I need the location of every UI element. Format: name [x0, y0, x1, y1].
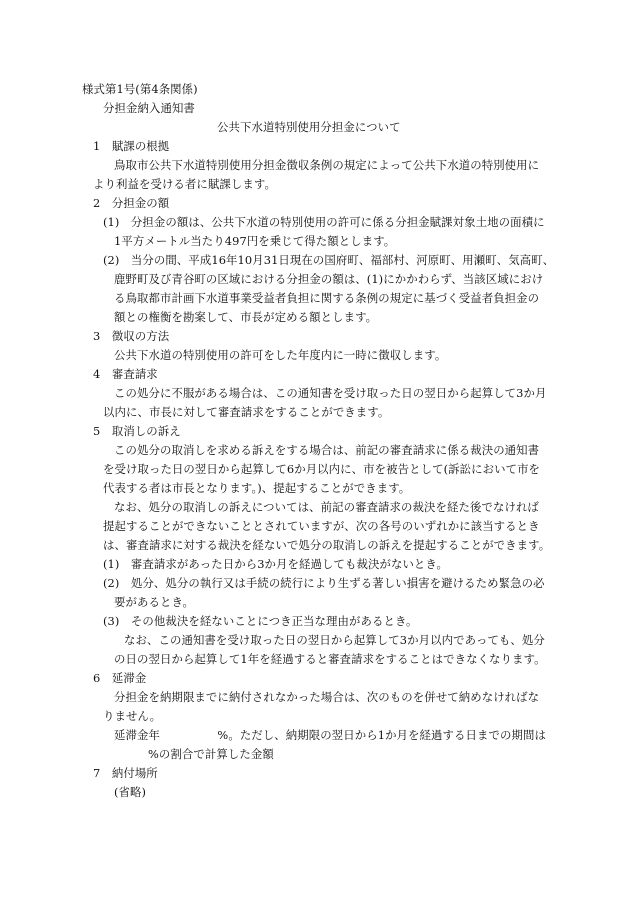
section-2-item-2: 額との権衡を勘案して、市長が定める額とします。: [114, 310, 378, 324]
section-7-heading: 7 納付場所: [93, 766, 158, 780]
section-5-text: 提起することができないこととされていますが、次の各号のいずれかに該当するとき: [103, 519, 540, 533]
section-3-heading: 3 徴収の方法: [93, 329, 170, 343]
form-number: 様式第1号(第4条関係): [82, 82, 198, 96]
section-7-text: (省略): [114, 785, 147, 799]
section-1-text: より利益を受ける者に賦課します。: [93, 177, 276, 191]
section-6-rate: %の割合で計算した金額: [148, 747, 274, 761]
section-1-text: 鳥取市公共下水道特別使用分担金徴収条例の規定によって公共下水道の特別使用に: [114, 158, 540, 172]
section-6-text: 分担金を納期限までに納付されなかった場合は、次のものを併せて納めなければな: [114, 690, 540, 704]
section-4-text: この処分に不服がある場合は、この通知書を受け取った日の翌日から起算して3か月: [114, 386, 547, 400]
section-3-text: 公共下水道の特別使用の許可をした年度内に一時に徴収します。: [114, 348, 447, 362]
document-title: 公共下水道特別使用分担金について: [217, 120, 401, 134]
section-5-text: は、審査請求に対する裁決を経ないで処分の取消しの訴えを提起することができます。: [103, 538, 551, 552]
section-5-item-3: (3) その他裁決を経ないことにつき正当な理由があるとき。: [103, 614, 418, 628]
section-5-text: なお、処分の取消しの訴えについては、前記の審査請求の裁決を経た後でなければ: [114, 500, 539, 514]
section-2-item-2: る鳥取都市計画下水道事業受益者負担に関する条例の規定に基づく受益者負担金の: [114, 291, 540, 305]
section-2-heading: 2 分担金の額: [93, 196, 170, 210]
section-5-text: を受け取った日の翌日から起算して6か月以内に、市を被告として(訴訟において市を: [103, 462, 541, 476]
section-5-note: の日の翌日から起算して1年を経過すると審査請求をすることはできなくなります。: [114, 652, 546, 666]
section-6-text: りません。: [103, 709, 162, 723]
section-5-text: この処分の取消しを求める訴えをする場合は、前記の審査請求に係る裁決の通知書: [114, 443, 540, 457]
section-4-text: 以内に、市長に対して審査請求をすることができます。: [103, 405, 390, 419]
section-6-rate: 延滞金年 %。ただし、納期限の翌日から1か月を経過する日までの期間は: [114, 728, 546, 742]
section-5-item-1: (1) 審査請求があった日から3か月を経過しても裁決がないとき。: [103, 557, 448, 571]
section-6-heading: 6 延滞金: [93, 671, 147, 685]
section-4-heading: 4 審査請求: [93, 367, 158, 381]
section-2-item-2: (2) 当分の間、平成16年10月31日現在の国府町、福部村、河原町、用瀬町、気高町、: [103, 253, 555, 267]
section-5-note: なお、この通知書を受け取った日の翌日から起算して3か月以内であっても、処分: [124, 633, 545, 647]
section-5-item-2: 要があるとき。: [114, 595, 194, 609]
section-2-item-2: 鹿野町及び青谷町の区域における分担金の額は、(1)にかかわらず、当該区域におけ: [114, 272, 544, 286]
section-1-heading: 1 賦課の根拠: [93, 139, 170, 153]
section-5-text: 代表する者は市長となります。)、提起することができます。: [103, 481, 411, 495]
form-title: 分担金納入通知書: [103, 101, 195, 115]
section-2-item-1: 1平方メートル当たり497円を乗じて得た額とします。: [114, 234, 396, 248]
section-5-item-2: (2) 処分、処分の執行又は手続の続行により生ずる著しい損害を避けるため緊急の必: [103, 576, 545, 590]
section-5-heading: 5 取消しの訴え: [93, 424, 181, 438]
section-2-item-1: (1) 分担金の額は、公共下水道の特別使用の許可に係る分担金賦課対象土地の面積に: [103, 215, 545, 229]
